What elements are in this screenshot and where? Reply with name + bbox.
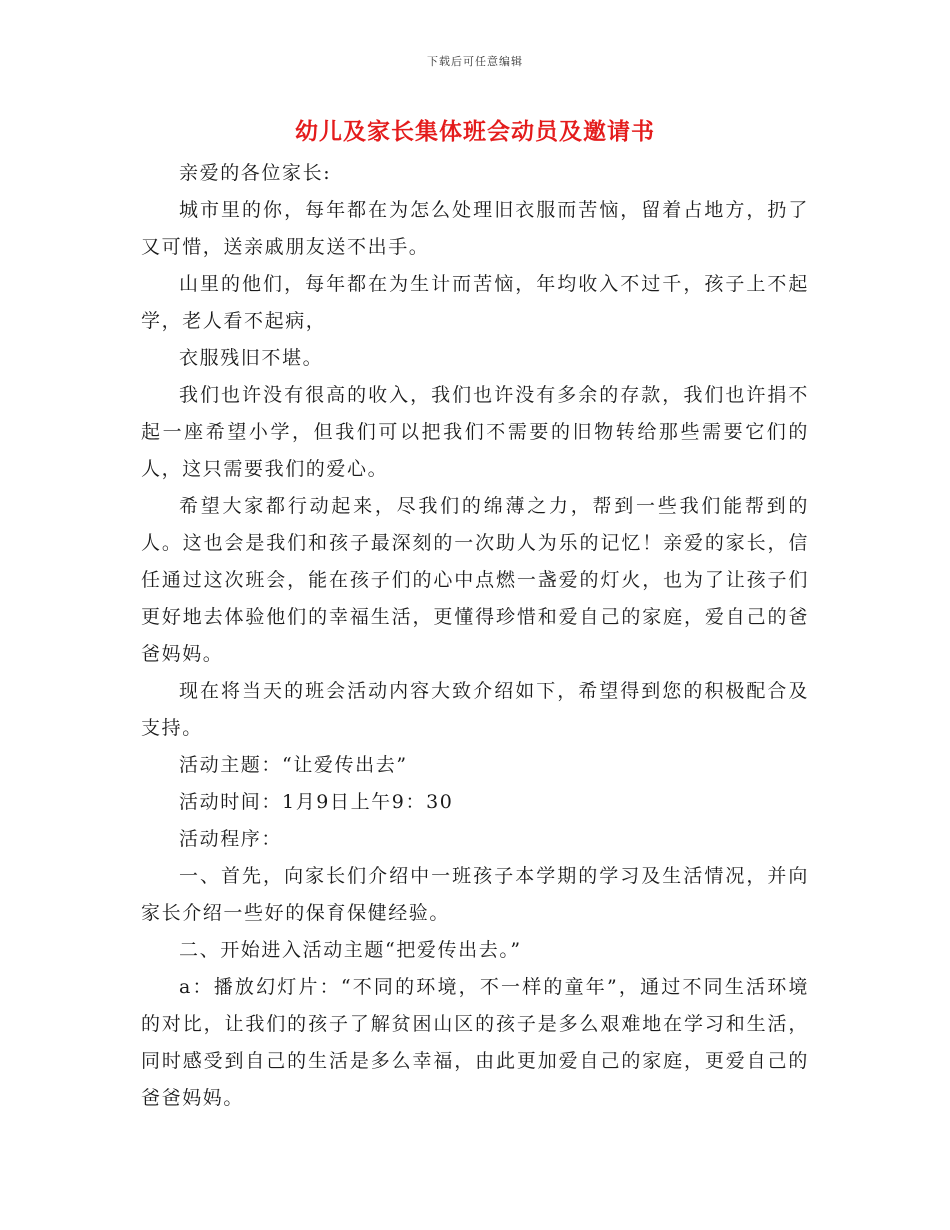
document-title: 幼儿及家长集体班会动员及邀请书 bbox=[295, 118, 655, 145]
document-body bbox=[141, 155, 809, 1117]
program-step-1: 一、首先，向家长们介绍中一班孩子本学期的学习及生活情况，并向家长介绍一些好的保育保健经验。 bbox=[141, 865, 809, 924]
body-paragraph: 希望大家都行动起来，尽我们的绵薄之力，帮到一些我们能帮到的人。这也会是我们和孩子最深刻的一次助人为乐的记忆！亲爱的家长，信任通过这次班会，能在孩子们的心中点燃一盏爱的灯火，也为了让孩子们更好地去体验他们的幸福生活，更懂得珍惜和爱自己的家庭，爱自己的爸爸妈妈。 bbox=[141, 495, 809, 665]
activity-program-heading: 活动程序： bbox=[179, 828, 283, 850]
body-paragraph: 现在将当天的班会活动内容大致介绍如下，希望得到您的积极配合及支持。 bbox=[141, 680, 809, 739]
body-paragraph: 衣服残旧不堪。 bbox=[179, 347, 324, 369]
body-paragraph: 山里的他们，每年都在为生计而苦恼，年均收入不过千，孩子上不起学，老人看不起病， bbox=[141, 273, 809, 332]
activity-time-line: 活动时间：1月9日上午9：30 bbox=[179, 791, 454, 813]
page-header-note: 下载后可任意编辑 bbox=[427, 55, 523, 68]
program-step-2: 二、开始进入活动主题“把爱传出去。” bbox=[179, 939, 522, 961]
body-paragraph: 城市里的你，每年都在为怎么处理旧衣服而苦恼，留着占地方，扔了又可惜，送亲戚朋友送不出手。 bbox=[141, 199, 809, 258]
activity-theme-line: 活动主题：“让爱传出去” bbox=[179, 754, 408, 776]
body-paragraph: 我们也许没有很高的收入，我们也许没有多余的存款，我们也许捐不起一座希望小学，但我们可以把我们不需要的旧物转给那些需要它们的人，这只需要我们的爱心。 bbox=[141, 384, 809, 480]
program-step-2a: a：播放幻灯片：“不同的环境，不一样的童年”，通过不同生活环境的对比，让我们的孩子了解贫困山区的孩子是多么艰难地在学习和生活，同时感受到自己的生活是多么幸福，由此更加爱自己的家庭，更爱自己的爸爸妈妈。 bbox=[141, 976, 809, 1109]
salutation-paragraph: 亲爱的各位家长: bbox=[179, 162, 332, 184]
